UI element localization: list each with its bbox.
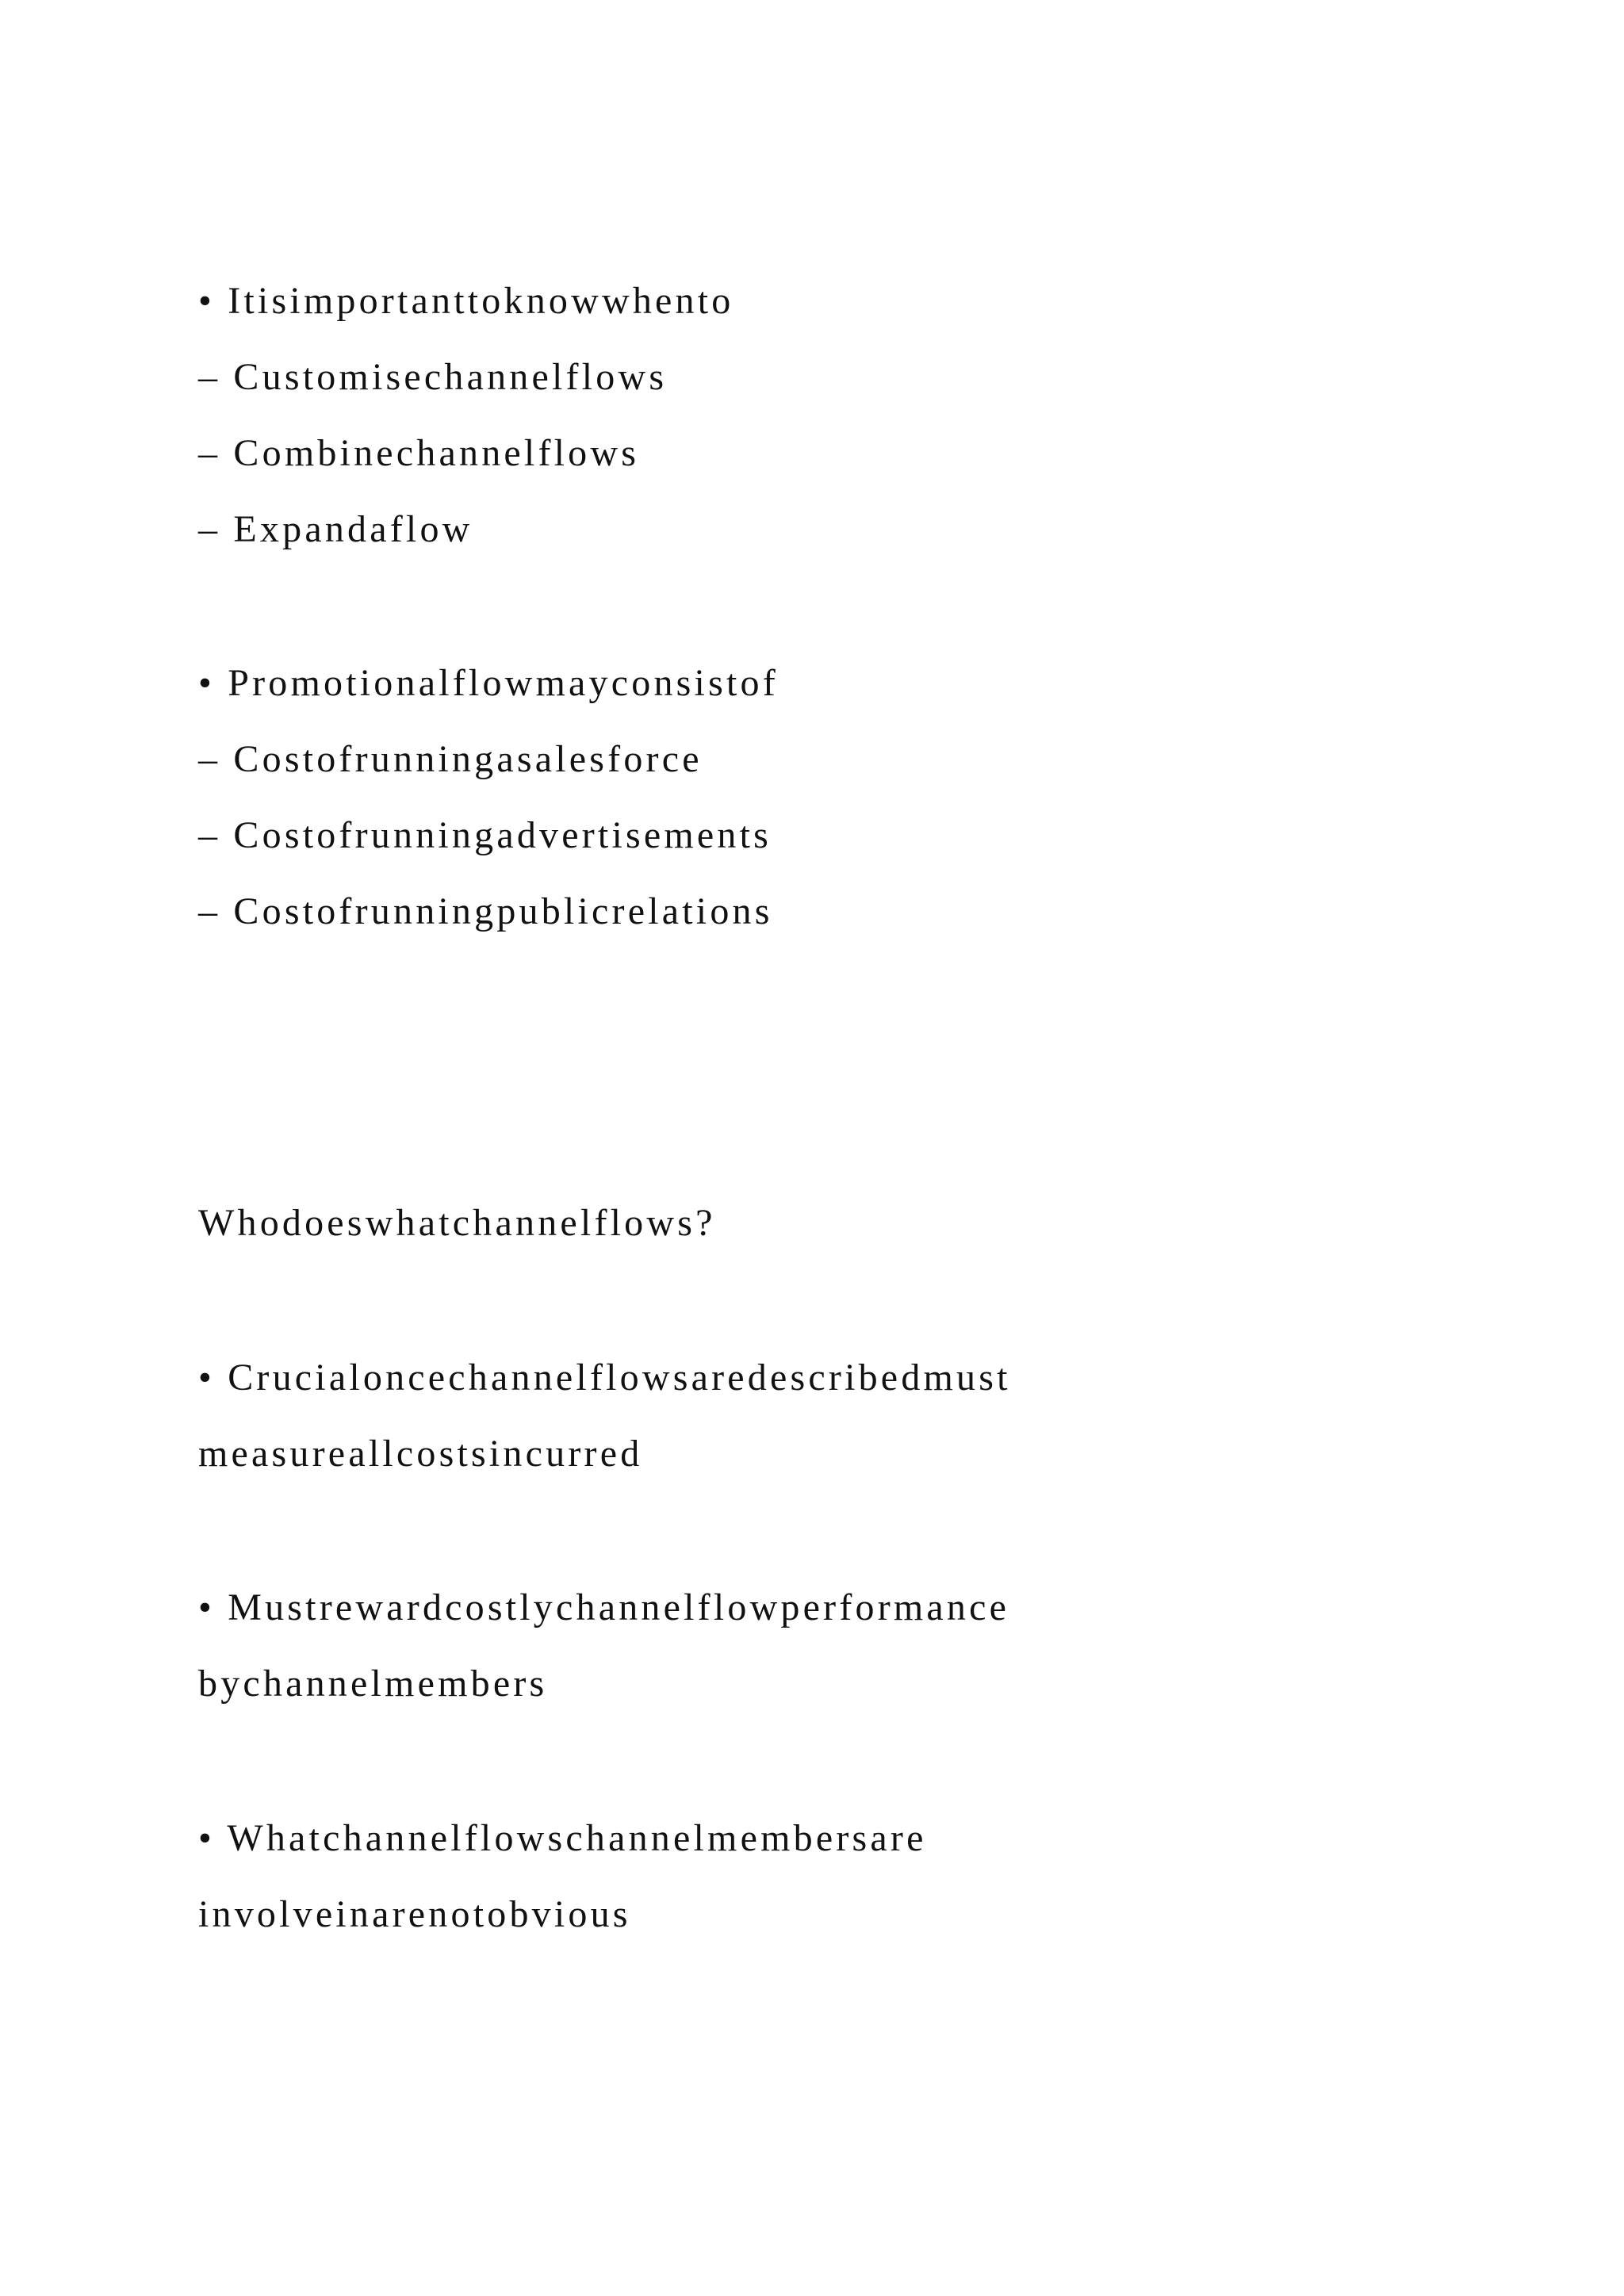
point-3-line-2: involveinarenotobvious [198, 1893, 631, 1935]
list-item-expand: – Expandaflow [198, 508, 473, 550]
section-heading: Whodoeswhatchannelflows? [198, 1202, 716, 1244]
bullet-when-to: • Itisimportanttoknowwhento [198, 280, 734, 322]
list-item-advertisements: – Costofrunningadvertisements [198, 814, 772, 856]
point-3-line-1: • Whatchannelflowschannelmembersare [198, 1817, 927, 1859]
point-1-line-1: • Crucialoncechannelflowsaredescribedmust [198, 1357, 1011, 1399]
list-item-salesforce: – Costofrunningasalesforce [198, 738, 703, 780]
list-item-customise: – Customisechannelflows [198, 356, 668, 398]
point-2-line-2: bychannelmembers [198, 1663, 548, 1705]
list-item-public-relations: – Costofrunningpublicrelations [198, 890, 773, 932]
list-item-combine: – Combinechannelflows [198, 432, 640, 474]
point-2-line-1: • Mustrewardcostlychannelflowperformance [198, 1586, 1010, 1628]
bullet-promotional-flow: • Promotionalflowmayconsistof [198, 662, 779, 704]
point-1-line-2: measureallcostsincurred [198, 1433, 643, 1475]
